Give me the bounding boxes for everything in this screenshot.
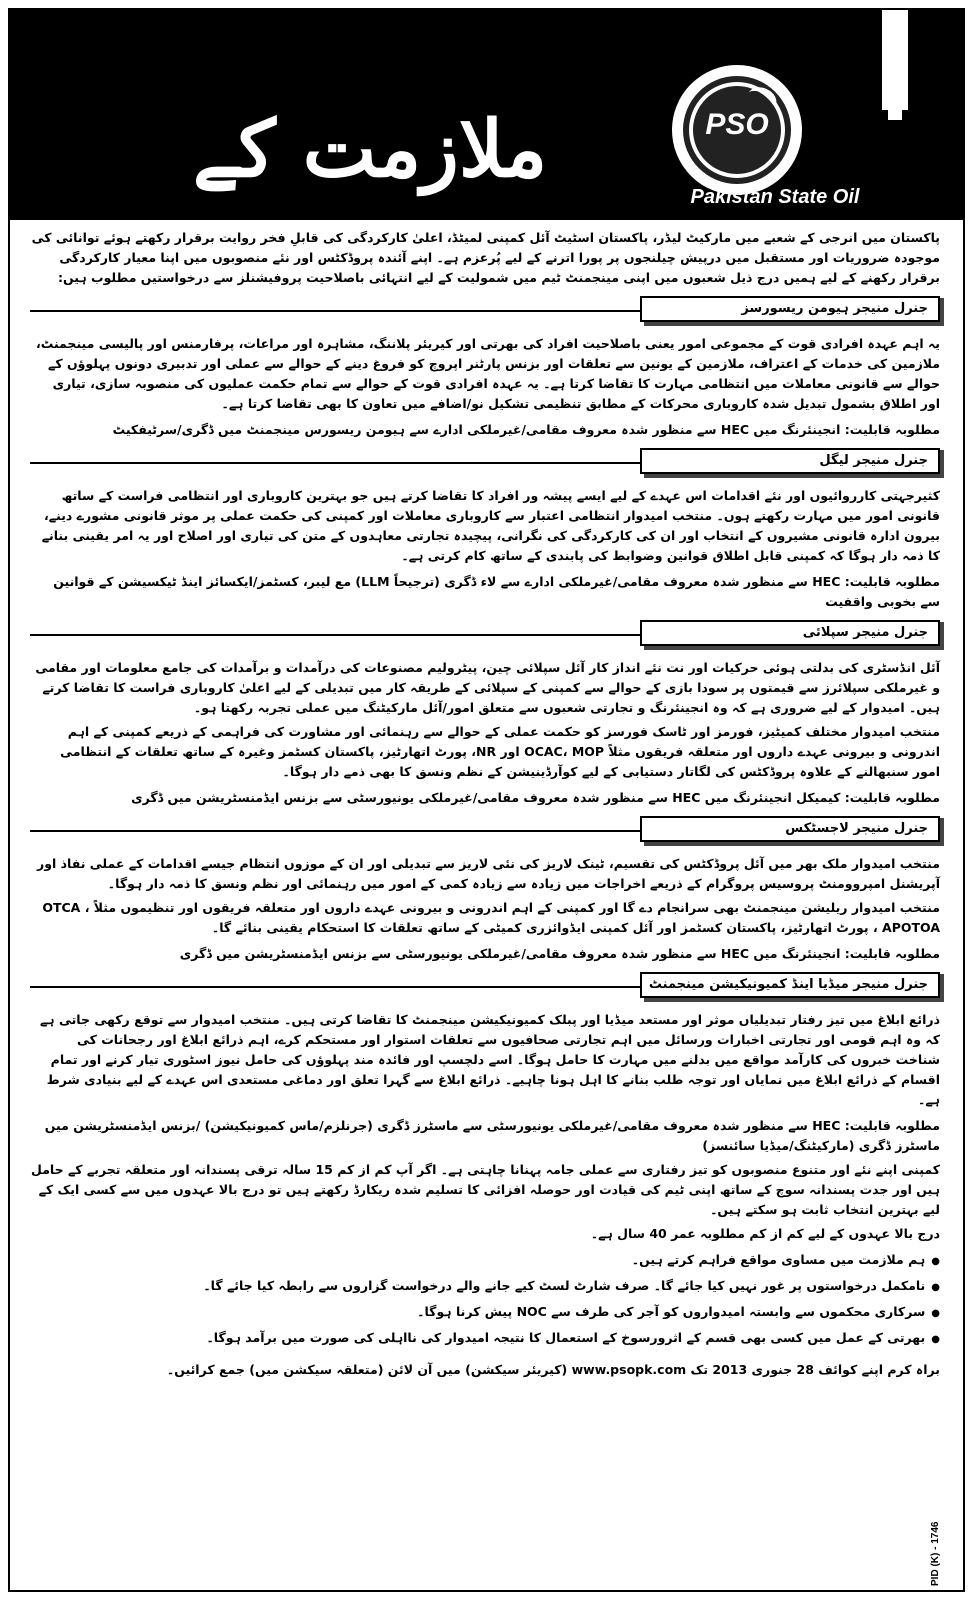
company-name: Pakistan State Oil bbox=[690, 186, 860, 208]
qualification-label: مطلوبہ قابلیت: bbox=[844, 1118, 940, 1133]
section-header bbox=[30, 620, 940, 650]
list-item: ● سرکاری محکموں سے وابستہ امیدواروں کو آجر کی طرف سے NOC پیش کرنا ہوگا۔ bbox=[30, 1302, 940, 1324]
ad-content bbox=[30, 228, 940, 1384]
qualification bbox=[30, 944, 940, 964]
pid-number: PID (K) - 1746 bbox=[930, 1521, 941, 1586]
qualification-label: مطلوبہ قابلیت: bbox=[844, 790, 940, 805]
age-note: درج بالا عہدوں کے لیے کم از کم مطلوبہ عمر 40 سال ہے۔ bbox=[590, 1226, 940, 1241]
section-title: جنرل منیجر لاجسٹکس bbox=[640, 816, 940, 842]
section-header bbox=[30, 448, 940, 478]
side-strip bbox=[880, 10, 910, 110]
section-header bbox=[30, 296, 940, 326]
qualification-text: انجینئرنگ میں HEC سے منظور شدہ معروف مقامی/غیرملکی ادارے سے ہیومن ریسورس مینجمنٹ میں ڈگری/سرٹیفکیٹ bbox=[112, 422, 841, 437]
section-paragraph: آئل انڈسٹری کی بدلتی ہوئی حرکیات اور نت نئے انداز کار آئل سپلائی چین، پیٹرولیم مصنوعات کی درآمدات و برآمدات کی جامع معلومات اور مقامی و غیرملکی سپلائرز سے قیمتوں پر سودا بازی کے حوالے سے کمپنی کے سپلائی کے طریقہ کار میں تبدیلی کے لیے اعلیٰ کاروباری فراست کا تقاضا کرتے ہیں۔ امیدوار کے لیے ضروری ہے کہ وہ انجینئرنگ و تجارتی شعبوں سے متعلق امور/آئل مارکیٹنگ میں عملی تجربہ رکھتا ہو۔ bbox=[35, 660, 940, 715]
section-title: جنرل منیجر میڈیا اینڈ کمیونیکیشن مینجمنٹ bbox=[640, 972, 940, 998]
section-paragraph: منتخب امیدوار ریلیشن مینجمنٹ بھی سرانجام دے گا اور کمپنی کے اہم اندرونی و بیرونی عہدے داروں اور متعلقہ فریقوں اور تنظیموں مثلاً OTCA ، APOTOA ، پورٹ اتھارٹیز، پاکستان کسٹمز اور آئل کمپنی ایڈوائزری کمیٹی کے ساتھ تعلقات کا استحکام یقینی بنائے گا۔ bbox=[42, 900, 940, 935]
section-paragraph: ذرائع ابلاغ میں تیز رفتار تبدیلیاں موثر اور مستعد میڈیا اور پبلک کمیونیکیشن مینجمنٹ کا تقاضا کرتی ہیں۔ منتخب امیدوار سے توقع رکھی جاتی ہے کہ وہ اہم قومی اور تجارتی اخبارات ورسائل میں اہم تجارتی صحافیوں سے تعلقات استوار اور مستحکم کرے، اہم ذرائع ابلاغ اور رجحانات کی شناخت خبروں کی کارآمد مواقع میں بدلنے میں مہارت کا حامل ہوگا۔ اسے دلچسپ اور فائدہ مند پہلوؤں کی حامل نیوز اسٹوری تیار کرنے اور تمام اقسام کے ذرائع ابلاغ میں نمایاں اور توجہ طلب بنانے کا اہل ہونا چاہیے۔ ذرائع ابلاغ سے گہرا تعلق اور دماغی مستعدی اس عہدے کے لیے بنیادی شرط ہے۔ bbox=[39, 1012, 940, 1107]
conditions-list bbox=[30, 1250, 940, 1350]
qualification bbox=[30, 420, 940, 440]
closing-text: کمپنی اپنے نئے اور متنوع منصوبوں کو تیز رفتاری سے عملی جامہ پہنانا چاہتی ہے۔ اگر آپ کم از کم 15 سالہ ترقی پسندانہ اور متعلقہ تجربے کے حامل ہیں اور جدت پسندانہ سوچ کے ساتھ اپنی ٹیم کی قیادت اور حوصلہ افزائی کا تسلیم شدہ ریکارڈ رکھتے ہیں تو درج بالا عہدوں میں سے کسی ایک کے لیے بہترین انتخاب ثابت ہو سکتے ہیں۔ bbox=[31, 1162, 940, 1217]
section-title: جنرل منیجر سپلائی bbox=[640, 620, 940, 646]
qualification-label: مطلوبہ قابلیت: bbox=[844, 422, 940, 437]
pso-logo bbox=[672, 65, 802, 195]
qualification-text: انجینئرنگ میں HEC سے منظور شدہ معروف مقامی/غیرملکی یونیورسٹی سے بزنس ایڈمنسٹریشن میں ڈگری bbox=[179, 946, 841, 961]
section-paragraph: منتخب امیدوار مختلف کمیٹیز، فورمز اور ٹاسک فورسز کو حکمت عملی کے حوالے سے رہنمائی اور مشاورت کی فراہمی کے ذریعے کمپنی کے اہم اندرونی و بیرونی عہدے داروں اور متعلقہ فریقوں مثلاً OCAC، MOP اور NR، پورٹ اتھارٹیز، پاکستان کسٹمز وغیرہ کے ساتھ تعلقات کے انتظامی امور سنبھالنے کے علاوہ پروڈکٹس کی لگاتار دستیابی کے لیے کوآرڈینیشن کے نظم ونسق کا بھی ذمے دار ہوگا۔ bbox=[60, 724, 940, 779]
logo-text: PSO bbox=[705, 108, 769, 141]
qualification bbox=[30, 572, 940, 612]
qualification-text: کیمیکل انجینئرنگ میں HEC سے منظور شدہ معروف مقامی/غیرملکی یونیورسٹی سے بزنس ایڈمنسٹریشن میں ڈگری bbox=[131, 790, 841, 805]
qualification-text: HEC سے منظور شدہ معروف مقامی/غیرملکی یونیورسٹی سے ماسٹرز ڈگری (جرنلزم/ماس کمیونیکیشن) /بزنس ایڈمنسٹریشن میں ماسٹرز ڈگری (مارکیٹنگ/میڈیا سائنسز) bbox=[44, 1118, 940, 1153]
section-paragraph: یہ اہم عہدہ افرادی قوت کے مجموعی امور یعنی باصلاحیت افراد کی بھرتی اور کیریئر پلاننگ، مشاہرہ اور مراعات، پرفارمنس اور پالیسی مینجمنٹ، ملازمین کی خدمات کے اعتراف، ملازمین کے یونین سے تعلقات اور بزنس پارٹنر اپروچ کو فروغ دینے کے حوالے سے عملی اور تدبیری دونوں پہلوؤں کے حوالے سے قانونی معاملات میں انتظامی مہارت کا تقاضا کرتا ہے۔ یہ عہدہ افرادی قوت کے حوالے سے تمام حکمت عملیوں کی منصوبہ سازی، تیاری اور اطلاق بشمول تبدیل شدہ کاروباری محرکات کے مطابق تنظیمی تشکیل نو/اضافے میں تعاون کا بھی تقاضا کرتا ہے۔ bbox=[35, 336, 940, 411]
qualification-label: مطلوبہ قابلیت: bbox=[844, 946, 940, 961]
qualification-label: مطلوبہ قابلیت: bbox=[844, 574, 940, 589]
section-paragraph: کثیرجہتی کارروائیوں اور نئے اقدامات اس عہدے کے لیے ایسے پیشہ ور افراد کا تقاضا کرتے ہیں جو بہترین کاروباری اور انتظامی فراست کے ساتھ قانونی امور میں مہارت رکھتے ہوں۔ منتخب امیدوار انتظامی اعتبار سے کاروباری معاملات اور کمپنی کی حکمت عملی پر موثر قانونی مشورے دینے، بیرون ادارہ قانونی مشیروں کے انتخاب اور ان کی کارکردگی کی نگرانی، پیچیدہ تجارتی معاہدوں کے متن کی تیاری اور اصلاح اور یہ امر یقینی بنانے کا ذمہ دار ہوگا کہ کمپنی قابل اطلاق قوانین وضوابط کی پابندی کے ساتھ کام کرتی ہے۔ bbox=[41, 488, 940, 563]
list-item: ● نامکمل درخواستوں پر غور نہیں کیا جائے گا۔ صرف شارٹ لسٹ کیے جانے والے درخواست گزاروں سے رابطہ کیا جائے گا۔ bbox=[30, 1276, 940, 1298]
list-item: ● ہم ملازمت میں مساوی مواقع فراہم کرتے ہیں۔ bbox=[30, 1250, 940, 1272]
qualification-text: HEC سے منظور شدہ معروف مقامی/غیرملکی ادارے سے لاء ڈگری (ترجیحاً LLM) مع لیبر، کسٹمز/ایکسائز اینڈ ٹیکسیشن کے قوانین سے بخوبی واقفیت bbox=[53, 574, 940, 609]
qualification bbox=[30, 788, 940, 808]
headline: ملازمت کے مواقع bbox=[192, 104, 548, 305]
section-header bbox=[30, 972, 940, 1002]
list-item: ● بھرتی کے عمل میں کسی بھی قسم کے اثرورسوخ کے استعمال کا نتیجہ امیدوار کی نااہلی کی صورت میں برآمد ہوگا۔ bbox=[30, 1328, 940, 1350]
section-title: جنرل منیجر ہیومن ریسورسز bbox=[640, 296, 940, 322]
qualification bbox=[30, 1116, 940, 1156]
section-title: جنرل منیجر لیگل bbox=[640, 448, 940, 474]
apply-note: براہ کرم اپنے کوائف 28 جنوری 2013 تک www.psopk.com (کیریئر سیکشن) میں آن لائن (متعلقہ سیکشن میں) جمع کرائیں۔ bbox=[166, 1362, 940, 1377]
section-paragraph: منتخب امیدوار ملک بھر میں آئل پروڈکٹس کی تقسیم، ٹینک لاریز کی نئی لاریز سے تبدیلی اور ان کے موزوں انتظام جیسے اقدامات کے عملی نفاذ اور آپریشنل امپروومنٹ پروسیس پروگرام کے ذریعے اخراجات میں زیادہ سے زیادہ کمی کے امور میں رہنمائی اور نظم ونسق کا ذمہ دار ہوگا۔ bbox=[37, 856, 940, 891]
section-header bbox=[30, 816, 940, 846]
intro-text: پاکستان میں انرجی کے شعبے میں مارکیٹ لیڈر، پاکستان اسٹیٹ آئل کمپنی لمیٹڈ، اعلیٰ کارکردگی کی قابلِ فخر روایت برقرار رکھتے ہوئے توانائی کی موجودہ ضروریات اور مستقبل میں درپیش چیلنجوں پر پورا اترنے کے لیے پُرعزم ہے۔ اپنے آئندہ پروڈکٹس اور نئے منصوبوں میں اپنا معیار کارکردگی برقرار رکھنے کے لیے ہمیں درج ذیل شعبوں میں اپنی مینجمنٹ ٹیم میں شمولیت کے لیے انتہائی باصلاحیت پروفیشنلز سے درخواستیں مطلوب ہیں: bbox=[31, 230, 940, 285]
